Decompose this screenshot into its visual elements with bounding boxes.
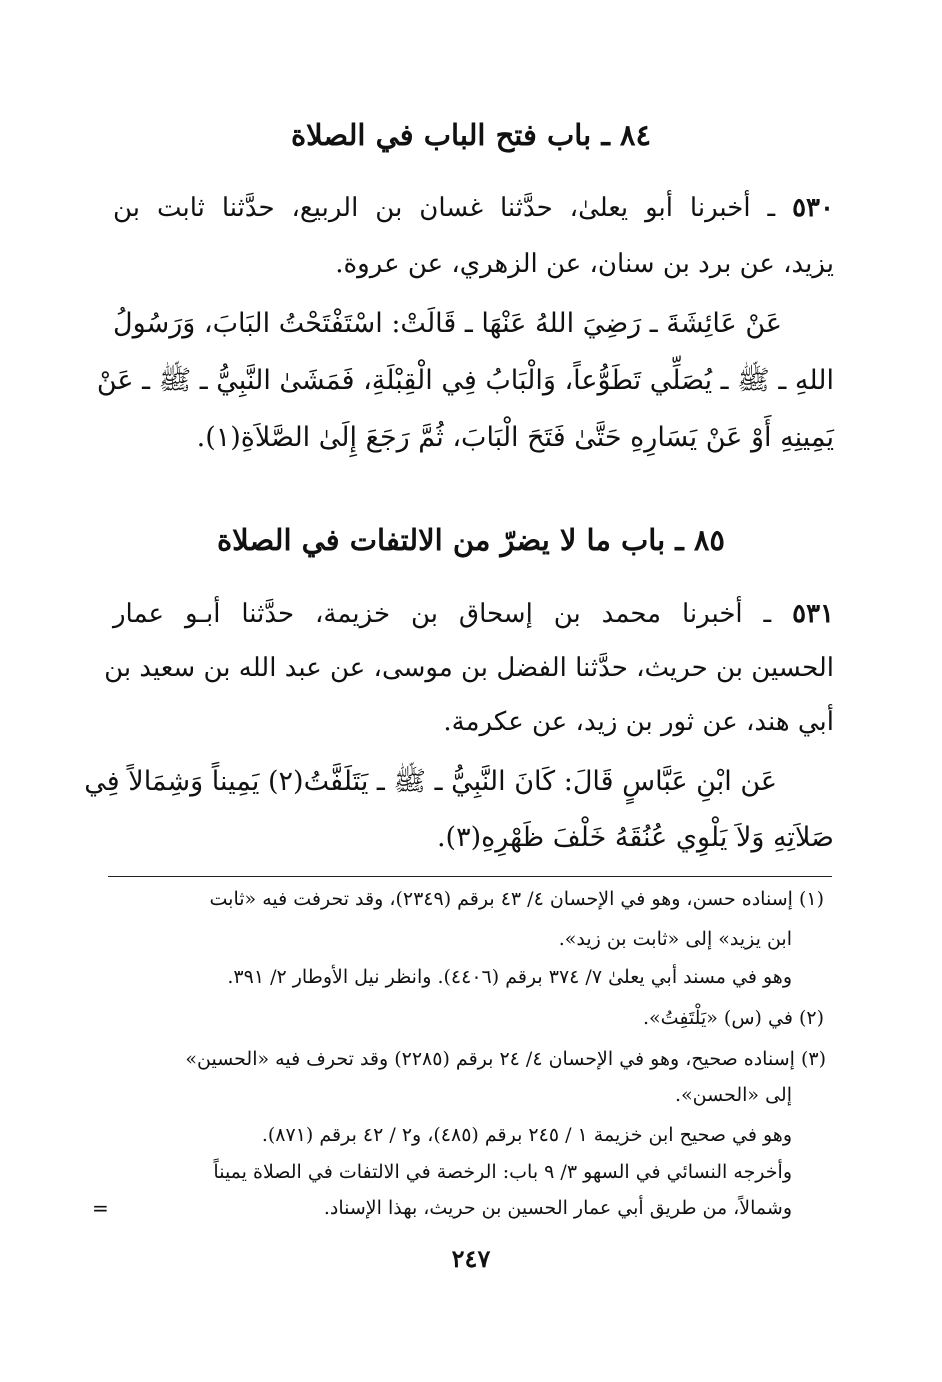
footnote-line: وشمالاً، من طريق أبي عمار الحسين بن حريث، بهذا الإسناد. bbox=[323, 1197, 792, 1219]
isnad-text: ـ أخبرنا أبو يعلىٰ، حدَّثنا غسان بن الربيع، حدَّثنا ثابت بن bbox=[113, 193, 776, 223]
isnad-line bbox=[113, 594, 834, 634]
isnad-line bbox=[113, 188, 834, 228]
matn-line: عَن ابْنِ عَبَّاسٍ قَالَ: كَانَ النَّبِيُّ ـ ﷺ ـ يَتَلَفَّتُ(٢) يَمِيناً وَشِمَالاً فِي bbox=[84, 766, 777, 797]
footnote-line: (١) إسناده حسن، وهو في الإحسان ٤/ ٤٣ برقم (٢٣٤٩)، وقد تحرفت فيه «ثابت bbox=[209, 888, 824, 910]
matn-line: صَلاَتِهِ وَلاَ يَلْوِي عُنُقَهُ خَلْفَ ظَهْرِهِ(٣). bbox=[436, 822, 834, 853]
footnote-separator bbox=[108, 876, 832, 877]
footnote-line: (٢) في (س) «يَلْتَفِتُ». bbox=[643, 1007, 824, 1029]
hadith-number: ٥٣١ bbox=[792, 599, 835, 629]
chapter-heading-85: ٨٥ ـ باب ما لا يضرّ من الالتفات في الصلاة bbox=[216, 523, 726, 557]
hadith-number: ٥٣٠ bbox=[792, 193, 834, 223]
isnad-line: يزيد، عن برد بن سنان، عن الزهري، عن عروة. bbox=[335, 249, 834, 279]
matn-line: يَمِينِهِ أَوْ عَنْ يَسَارِهِ حَتَّىٰ فَتَحَ الْبَابَ، ثُمَّ رَجَعَ إِلَىٰ الصَّلاَةِ(١). bbox=[196, 422, 834, 453]
footnote-line: ابن يزيد» إلى «ثابت بن زيد». bbox=[558, 928, 792, 950]
matn-line: عَنْ عَائِشَةَ ـ رَضِيَ اللهُ عَنْهَا ـ قَالَتْ: اسْتَفْتَحْتُ البَابَ، وَرَسُولُ bbox=[113, 308, 782, 339]
footnote-line: وهو في صحيح ابن خزيمة ١ / ٢٤٥ برقم (٤٨٥)، و٢ / ٤٢ برقم (٨٧١). bbox=[261, 1124, 792, 1146]
continuation-mark: = bbox=[92, 1196, 109, 1220]
chapter-heading-84: ٨٤ ـ باب فتح الباب في الصلاة bbox=[290, 118, 652, 152]
isnad-line: الحسين بن حريث، حدَّثنا الفضل بن موسى، عن عبد الله بن سعيد بن bbox=[104, 653, 834, 683]
isnad-text: ـ أخبرنا محمد بن إسحاق بن خزيمة، حدَّثنا أبـو عمار bbox=[113, 599, 772, 629]
footnote-line: إلى «الحسن». bbox=[675, 1084, 792, 1106]
footnote-line: وأخرجه النسائي في السهو ٣/ ٩ باب: الرخصة في الالتفات في الصلاة يميناً bbox=[213, 1161, 792, 1183]
isnad-line: أبي هند، عن ثور بن زيد، عن عكرمة. bbox=[443, 707, 834, 737]
page-number: ٢٤٧ bbox=[451, 1244, 491, 1273]
footnote-line: (٣) إسناده صحيح، وهو في الإحسان ٤/ ٢٤ برقم (٢٢٨٥) وقد تحرف فيه «الحسين» bbox=[185, 1048, 826, 1070]
footnote-line: وهو في مسند أبي يعلىٰ ٧/ ٣٧٤ برقم (٤٤٠٦). وانظر نيل الأوطار ٢/ ٣٩١. bbox=[227, 966, 792, 988]
matn-line: اللهِ ـ ﷺ ـ يُصَلِّي تَطَوُّعاً، وَالْبَابُ فِي الْقِبْلَةِ، فَمَشَىٰ النَّبِيُّ ـ ﷺ ـ عَنْ bbox=[96, 365, 834, 396]
